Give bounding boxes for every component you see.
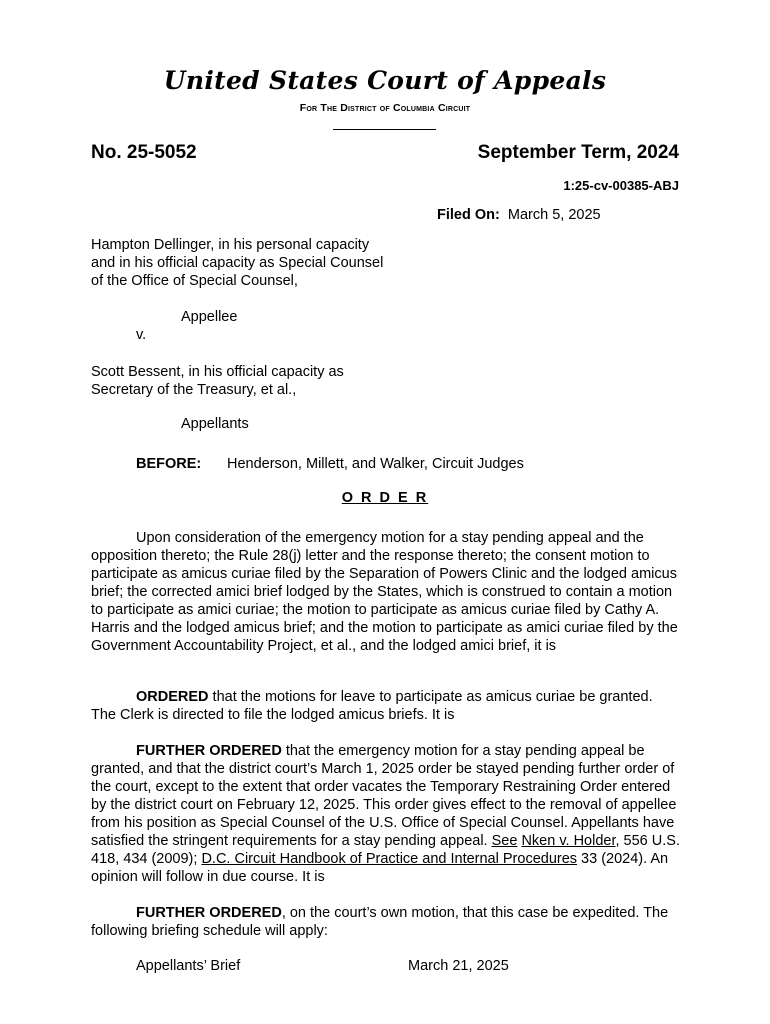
court-term: September Term, 2024 <box>477 142 679 163</box>
order-heading: O R D E R <box>341 490 429 506</box>
order-paragraph-2 <box>91 688 681 724</box>
paragraph-text: Upon consideration of the emergency motion for a stay pending appeal and the opposition thereto; the Rule 28(j) letter and the response thereto; the consent motion to participate as amicus curiae filed by the Separation of Powers Clinic and the lodged amicus brief; the corrected amici brief lodged by the States, which is construed to contain a motion to participate as amici curiae; the motion to participate as amicus curiae filed by Cathy A. Harris and the lodged amicus brief; and the motion to participate as amici curiae filed by the Government Accountability Project, et al., and the lodged amici brief, it is <box>91 530 678 654</box>
caption-line: Secretary of the Treasury, et al., <box>91 382 297 398</box>
filed-date: March 5, 2025 <box>507 207 601 223</box>
appellants-role: Appellants <box>181 416 249 432</box>
caption-line: and in his official capacity as Special Counsel <box>91 255 384 271</box>
header-rule <box>333 129 436 130</box>
ordered-lead: ORDERED <box>136 689 209 705</box>
panel-judges: Henderson, Millett, and Walker, Circuit Judges <box>227 456 524 472</box>
order-paragraph-1 <box>91 529 681 655</box>
order-paragraph-3 <box>91 742 681 886</box>
case-number: No. 25-5052 <box>91 142 197 163</box>
citation-signal: See <box>491 833 518 849</box>
lower-court-case-number: 1:25-cv-00385-ABJ <box>563 178 679 193</box>
appellee-role: Appellee <box>181 309 238 325</box>
schedule-item-date: March 21, 2025 <box>408 958 509 974</box>
versus: v. <box>136 327 147 343</box>
caption-line: of the Office of Special Counsel, <box>91 273 298 289</box>
schedule-item-label: Appellants’ Brief <box>136 958 241 974</box>
handbook-citation: D.C. Circuit Handbook of Practice and Internal Procedures <box>201 851 578 867</box>
filed-on <box>437 207 601 223</box>
filed-label: Filed On: <box>437 207 500 223</box>
paragraph-text: that the emergency motion for a stay pending appeal be granted, and that the district court’s March 1, 2025 order be stayed pending further order of the court, except to the extent that order vacates the Temporary Restraining Order entered by the district court on February 12, 2025. This order gives effect to the removal of appellee from his position as Special Counsel of the U.S. Office of Special Counsel. Appellants have satisfied the stringent requirements for a stay pending appeal. <box>91 743 677 849</box>
case-citation: Nken v. Holder <box>521 833 616 849</box>
paragraph-text: , on the court’s own motion, that this case be expedited. The following briefing schedule will apply: <box>91 905 669 939</box>
caption-line: Scott Bessent, in his official capacity as <box>91 364 344 380</box>
appellants-caption <box>91 363 421 399</box>
paragraph-text: that the motions for leave to participate as amicus curiae be granted. The Clerk is directed to file the lodged amicus briefs. It is <box>91 689 653 723</box>
further-ordered-lead: FURTHER ORDERED <box>136 905 282 921</box>
court-subtitle: For The District of Columbia Circuit <box>299 102 471 114</box>
court-name: United States Court of Appeals <box>163 66 607 95</box>
caption-line: Hampton Dellinger, in his personal capacity <box>91 237 370 253</box>
paragraph-text: 33 (2024). An opinion will follow in due course. It is <box>91 851 669 885</box>
before-label: BEFORE: <box>136 456 202 472</box>
appellee-caption <box>91 236 421 290</box>
further-ordered-lead: FURTHER ORDERED <box>136 743 282 759</box>
order-paragraph-4 <box>91 904 681 940</box>
citation-text: , 556 U.S. 418, 434 (2009); <box>91 833 680 867</box>
